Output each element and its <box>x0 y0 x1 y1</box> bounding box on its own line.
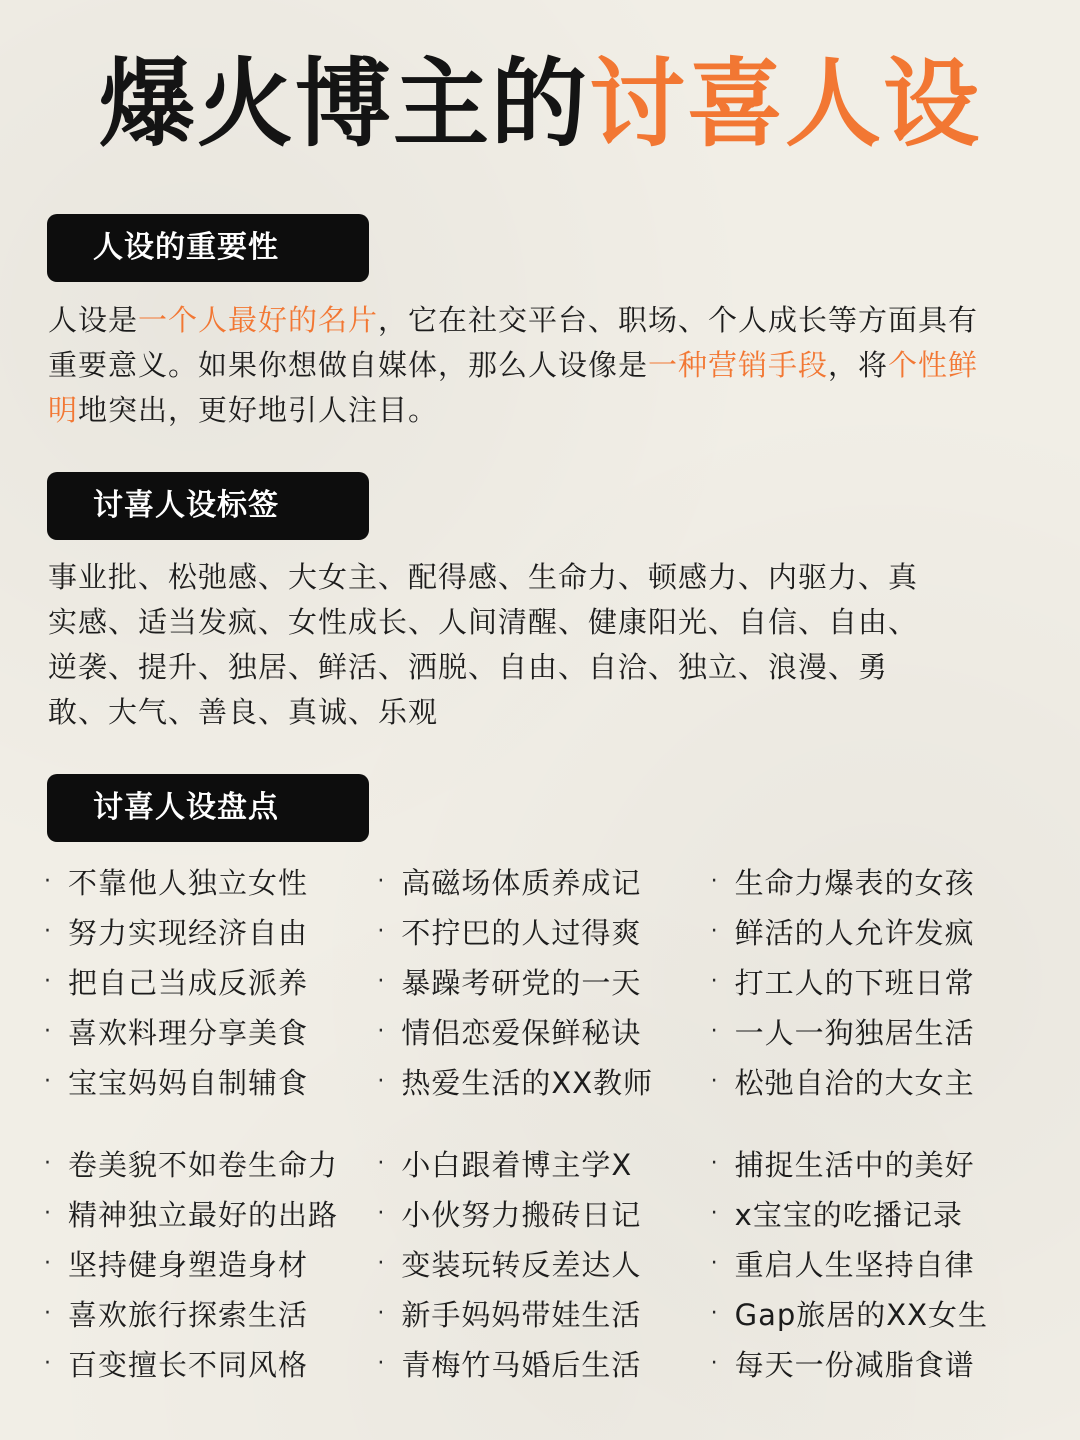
list-row <box>44 856 1044 906</box>
section-header-importance: 人设的重要性 <box>47 214 369 282</box>
bullet-icon: · <box>44 1250 52 1276</box>
para-highlight-1: 一个人最好的名片 <box>138 303 379 337</box>
list-item <box>377 1193 710 1234</box>
list-item <box>44 1243 377 1284</box>
list-item <box>44 1011 377 1052</box>
tags-line: 敢、大气、善良、真诚、乐观 <box>48 695 439 729</box>
list-item-label: 生命力爆表的女孩 <box>734 865 975 900</box>
list-item-label: 新手妈妈带娃生活 <box>401 1297 642 1332</box>
list-item <box>377 861 710 902</box>
bullet-icon: · <box>44 918 52 944</box>
list-item <box>377 911 710 952</box>
list-row <box>44 1138 1044 1188</box>
list-item-label: 鲜活的人允许发疯 <box>734 915 975 950</box>
list-item-label: 不拧巴的人过得爽 <box>401 915 642 950</box>
tags-paragraph <box>48 555 1008 735</box>
bullet-icon: · <box>710 1300 719 1326</box>
bullet-icon: · <box>44 1350 52 1376</box>
list-item <box>711 1011 1044 1052</box>
list-row <box>44 956 1044 1006</box>
list-item-label: 喜欢料理分享美食 <box>68 1015 309 1050</box>
para-highlight-2: 一种营销手段 <box>648 348 829 382</box>
list-item-label: 松弛自洽的大女主 <box>734 1065 975 1100</box>
bullet-icon: · <box>710 968 719 994</box>
list-item <box>377 1343 710 1384</box>
title-part-black: 爆火博主的 <box>99 48 589 160</box>
list-item <box>44 961 377 1002</box>
persona-list-group-2 <box>44 1138 1044 1388</box>
list-item-label: 努力实现经济自由 <box>68 915 309 950</box>
list-item-label: x宝宝的吃播记录 <box>734 1197 963 1232</box>
list-item-label: 坚持健身塑造身材 <box>68 1247 309 1282</box>
list-item-label: 情侣恋爱保鲜秘诀 <box>401 1015 642 1050</box>
bullet-icon: · <box>710 868 719 894</box>
list-item-label: 一人一狗独居生活 <box>734 1015 975 1050</box>
list-item-label: 重启人生坚持自律 <box>734 1247 975 1282</box>
list-item <box>44 1143 377 1184</box>
list-item-label: 热爱生活的XX教师 <box>401 1065 654 1100</box>
list-item <box>711 1293 1044 1334</box>
list-item <box>711 911 1044 952</box>
bullet-icon: · <box>710 1150 719 1176</box>
list-row <box>44 906 1044 956</box>
list-item-label: 每天一份减脂食谱 <box>734 1347 975 1382</box>
bullet-icon: · <box>710 1350 719 1376</box>
list-item-label: 宝宝妈妈自制辅食 <box>68 1065 309 1100</box>
tags-line: 逆袭、提升、独居、鲜活、洒脱、自由、自洽、独立、浪漫、勇 <box>48 650 889 684</box>
para-highlight-3: 个性鲜明 <box>48 348 979 427</box>
list-row <box>44 1288 1044 1338</box>
list-item <box>44 911 377 952</box>
bullet-icon: · <box>710 1068 719 1094</box>
list-item <box>44 1343 377 1384</box>
list-item-label: 捕捉生活中的美好 <box>734 1147 975 1182</box>
section-header-list: 讨喜人设盘点 <box>47 774 369 842</box>
list-row <box>44 1238 1044 1288</box>
list-item-label: 喜欢旅行探索生活 <box>68 1297 309 1332</box>
bullet-icon: · <box>44 968 52 994</box>
bullet-icon: · <box>377 968 386 994</box>
list-row <box>44 1188 1044 1238</box>
list-item-label: 卷美貌不如卷生命力 <box>68 1147 339 1182</box>
list-item <box>711 1343 1044 1384</box>
list-item <box>711 1143 1044 1184</box>
list-item-label: 打工人的下班日常 <box>734 965 975 1000</box>
list-item <box>377 1243 710 1284</box>
list-row <box>44 1338 1044 1388</box>
bullet-icon: · <box>377 1150 386 1176</box>
list-item <box>711 1193 1044 1234</box>
persona-list-group-1 <box>44 856 1044 1106</box>
tags-line: 事业批、松弛感、大女主、配得感、生命力、顿感力、内驱力、真 <box>48 560 919 594</box>
list-item-label: 变装玩转反差达人 <box>401 1247 642 1282</box>
list-item <box>377 961 710 1002</box>
list-item <box>377 1143 710 1184</box>
bullet-icon: · <box>44 1068 52 1094</box>
bullet-icon: · <box>377 1350 386 1376</box>
bullet-icon: · <box>44 1200 52 1226</box>
list-item-label: 高磁场体质养成记 <box>401 865 642 900</box>
list-item <box>377 1061 710 1102</box>
importance-paragraph <box>48 298 1008 433</box>
page-title <box>0 44 1080 164</box>
bullet-icon: · <box>377 1200 386 1226</box>
bullet-icon: · <box>377 1018 386 1044</box>
para-text-2: ，它在社交平台、职场、个人成长等方面具有重要意义。如果你想做自媒体，那么人设像是 <box>48 303 979 382</box>
bullet-icon: · <box>377 918 386 944</box>
bullet-icon: · <box>44 868 52 894</box>
list-item-label: 百变擅长不同风格 <box>68 1347 309 1382</box>
bullet-icon: · <box>377 1068 386 1094</box>
bullet-icon: · <box>377 1250 386 1276</box>
section-header-tags: 讨喜人设标签 <box>47 472 369 540</box>
para-text-3: ，将 <box>828 348 889 382</box>
bullet-icon: · <box>377 868 386 894</box>
list-item <box>711 961 1044 1002</box>
list-item <box>377 1011 710 1052</box>
list-row <box>44 1006 1044 1056</box>
bullet-icon: · <box>710 918 719 944</box>
list-item-label: 把自己当成反派养 <box>68 965 309 1000</box>
bullet-icon: · <box>710 1200 719 1226</box>
bullet-icon: · <box>44 1018 52 1044</box>
list-item <box>44 1193 377 1234</box>
list-item <box>44 861 377 902</box>
list-item <box>711 1243 1044 1284</box>
para-text-4: 地突出，更好地引人注目。 <box>78 393 439 427</box>
list-item-label: Gap旅居的XX女生 <box>734 1297 989 1332</box>
bullet-icon: · <box>710 1018 719 1044</box>
bullet-icon: · <box>44 1150 52 1176</box>
bullet-icon: · <box>377 1300 386 1326</box>
list-item-label: 暴躁考研党的一天 <box>401 965 642 1000</box>
list-item <box>711 861 1044 902</box>
bullet-icon: · <box>44 1300 52 1326</box>
list-item <box>377 1293 710 1334</box>
bullet-icon: · <box>710 1250 719 1276</box>
title-part-orange: 讨喜人设 <box>589 48 981 160</box>
list-row <box>44 1056 1044 1106</box>
list-item-label: 小伙努力搬砖日记 <box>401 1197 642 1232</box>
list-item-label: 小白跟着博主学X <box>401 1147 633 1182</box>
list-item <box>711 1061 1044 1102</box>
list-item-label: 精神独立最好的出路 <box>68 1197 339 1232</box>
list-item-label: 不靠他人独立女性 <box>68 865 309 900</box>
list-item <box>44 1061 377 1102</box>
list-item-label: 青梅竹马婚后生活 <box>401 1347 642 1382</box>
list-item <box>44 1293 377 1334</box>
para-text-1: 人设是 <box>48 303 139 337</box>
tags-line: 实感、适当发疯、女性成长、人间清醒、健康阳光、自信、自由、 <box>48 605 919 639</box>
